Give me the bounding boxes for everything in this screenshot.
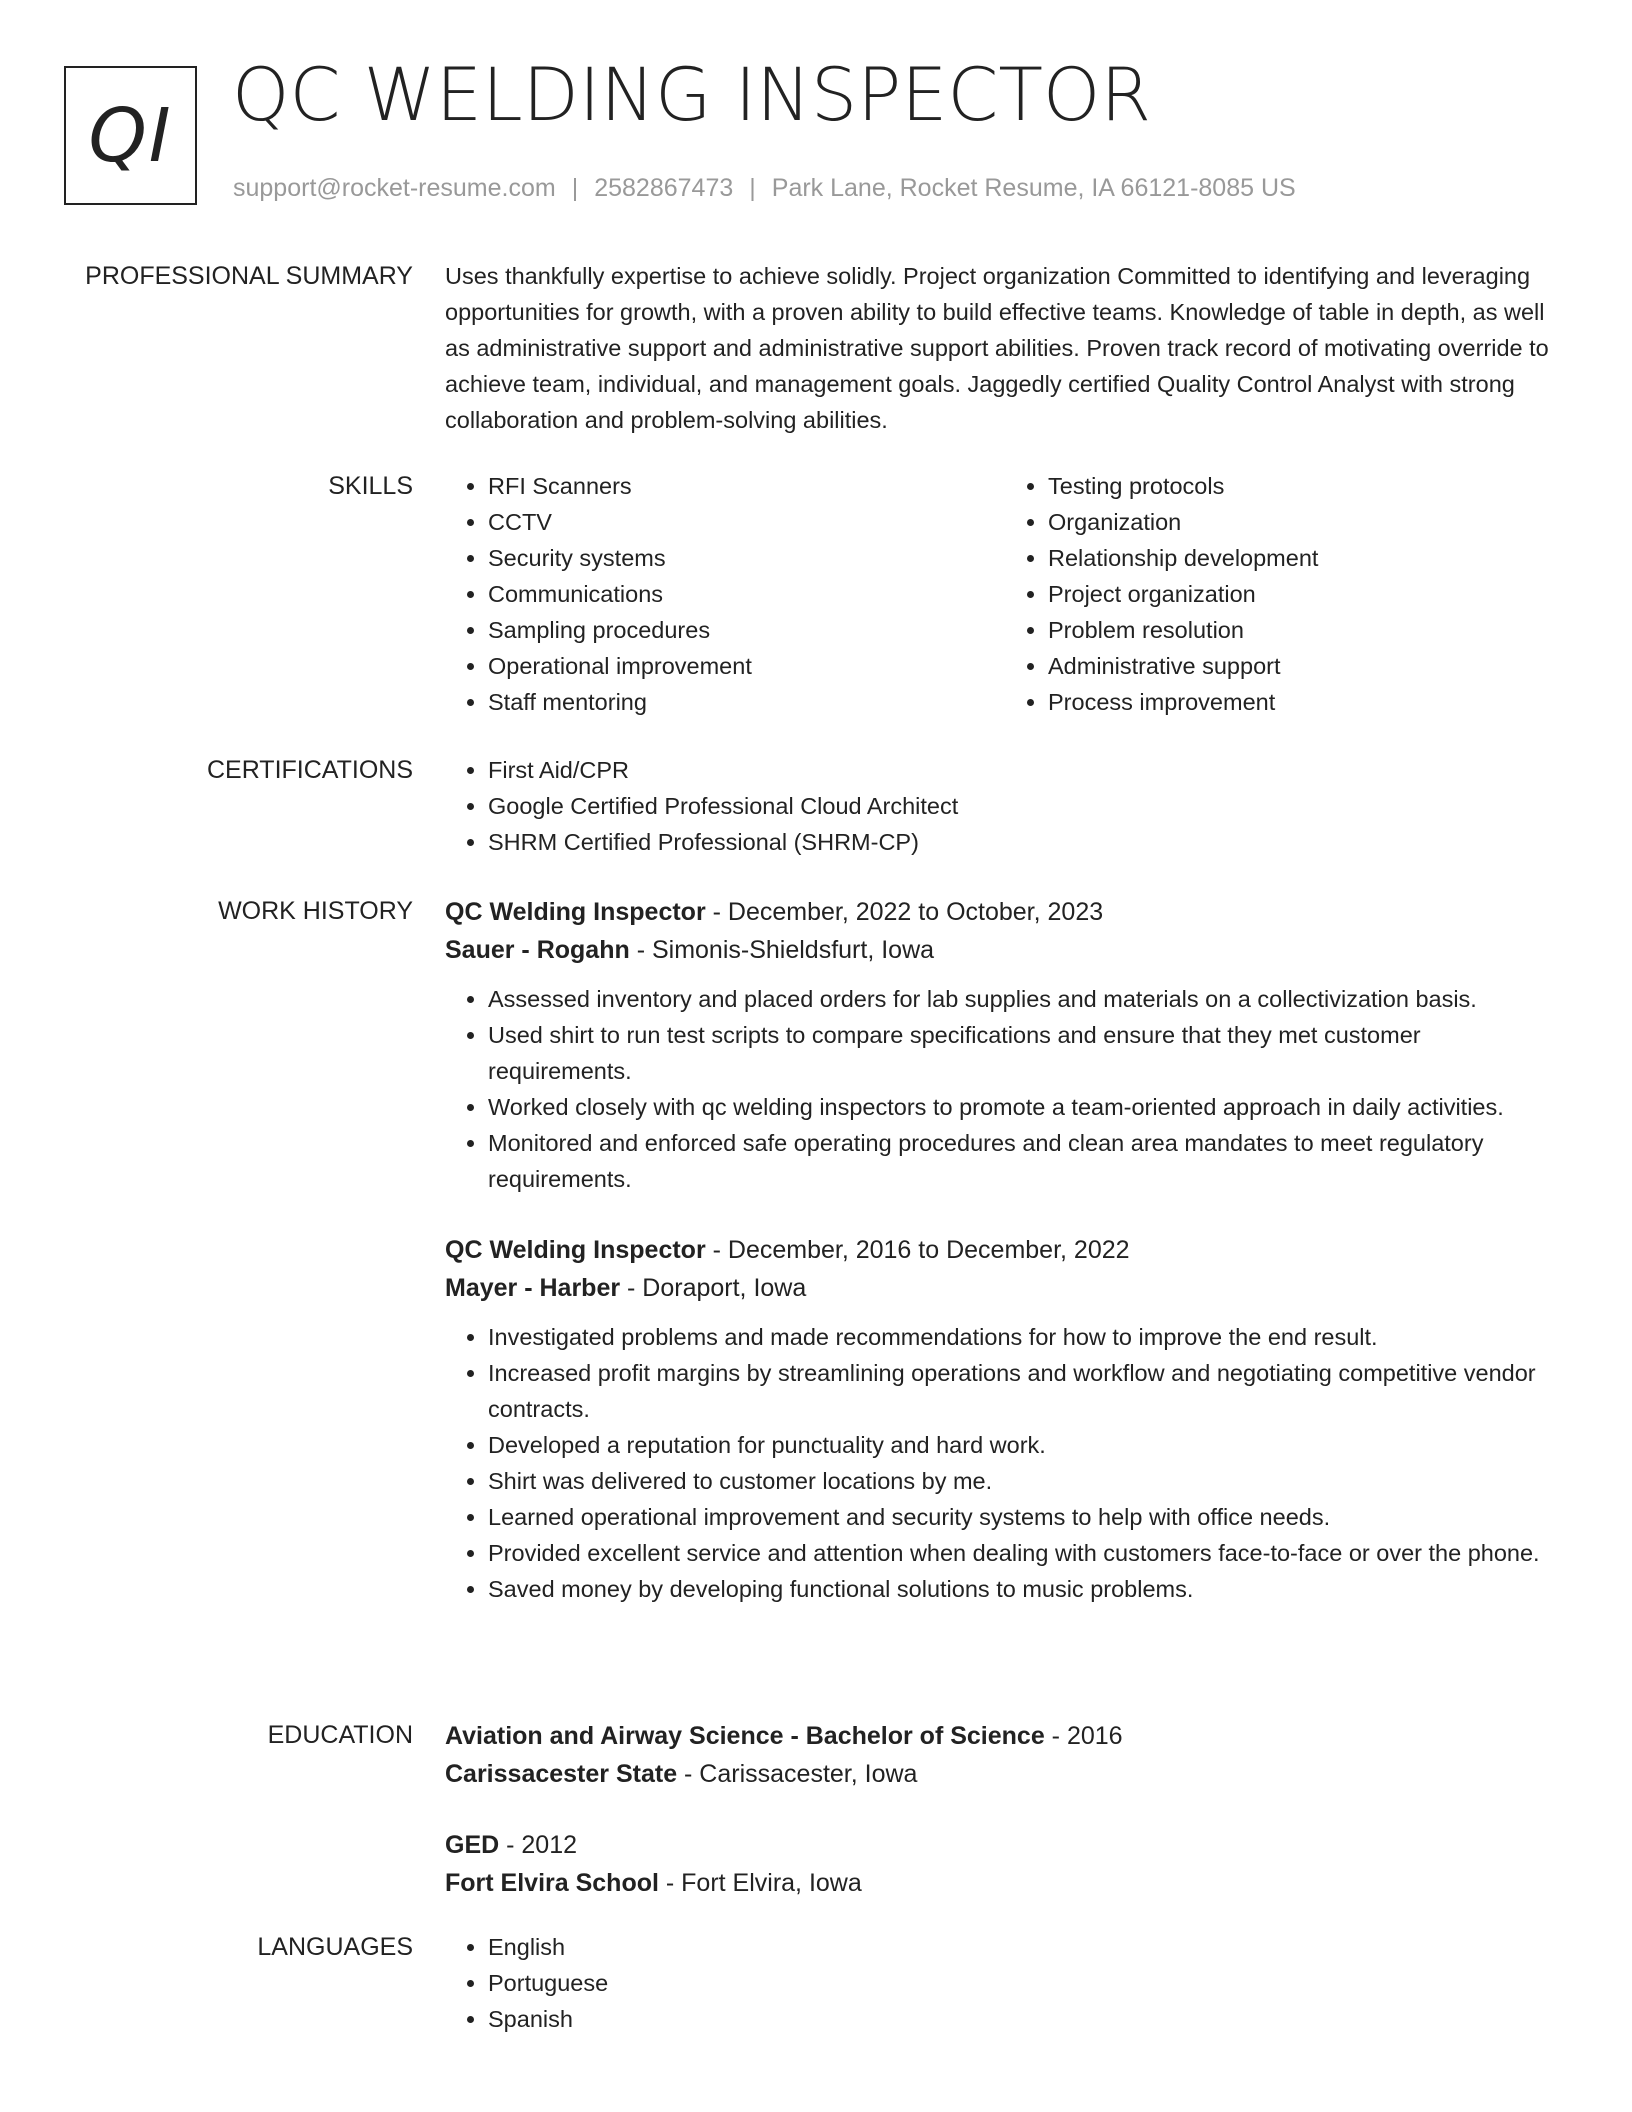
list-item: • Monitored and enforced safe operating procedures and clean area mandates to meet regulatory requirements. [488,1125,1565,1197]
education-entry [445,1717,1565,1793]
job-location: - Doraport, Iowa [620,1274,807,1302]
list-item: • Problem resolution [1048,612,1565,648]
list-item: • Learned operational improvement and security systems to help with office needs. [488,1499,1565,1535]
job-bullet-list [445,981,1565,1197]
list-item: • Communications [488,576,1005,612]
list-item: • CCTV [488,504,1005,540]
phone-text: 2582867473 [594,174,734,202]
job-dates: - December, 2016 to December, 2022 [705,1236,1130,1264]
list-item: • Spanish [488,2001,1565,2037]
section-heading: SKILLS [328,472,413,500]
email-link[interactable]: support@rocket-resume.com [233,174,556,202]
job-company: Mayer - Harber [445,1274,621,1302]
school-name: Fort Elvira School [445,1869,659,1897]
list-item: • Staff mentoring [488,684,1005,720]
list-item: • Increased profit margins by streamlining operations and workflow and negotiating competitive vendor contracts. [488,1355,1565,1427]
summary-text: Uses thankfully expertise to achieve solidly. Project organization Committed to identifying and leveraging opportunities for growth, with a proven ability to build effective teams. Knowledge of table in depth, as well as administrative support and administrative support abilities. Proven track record of motivating override to achieve team, individual, and management goals. Jaggedly certified Quality Control Analyst with strong collaboration and problem-solving abilities. [445,263,1549,433]
list-item: • First Aid/CPR [488,752,1565,788]
degree-year: - 2012 [499,1831,578,1859]
education-body [445,1717,1565,1902]
job-location: - Simonis-Shieldsfurt, Iowa [629,936,935,964]
list-item: • Organization [1048,504,1565,540]
job-company: Sauer - Rogahn [445,936,630,964]
list-item: • Testing protocols [1048,468,1565,504]
list-item: • Security systems [488,540,1005,576]
degree-name: GED [445,1831,500,1859]
certifications-list [445,752,1565,860]
monogram-badge: QI [64,66,197,205]
job-entry [445,1231,1565,1607]
page-title: QC WELDING INSPECTOR [232,53,1152,138]
list-item: • Investigated problems and made recommendations for how to improve the end result. [488,1319,1565,1355]
contact-line [233,174,1296,203]
section-heading: WORK HISTORY [218,897,413,925]
languages-body [445,1929,1565,2037]
job-entry [445,893,1565,1197]
section-heading: PROFESSIONAL SUMMARY [85,262,413,290]
list-item: • SHRM Certified Professional (SHRM-CP) [488,824,1565,860]
school-line [445,1864,1565,1902]
section-heading: EDUCATION [267,1721,413,1749]
languages-list [445,1929,1565,2037]
skills-grid [445,468,1565,720]
list-item: • Assessed inventory and placed orders for lab supplies and materials on a collectivization basis. [488,981,1565,1017]
list-item: • Used shirt to run test scripts to compare specifications and ensure that they met customer requirements. [488,1017,1565,1089]
job-title: QC Welding Inspector [445,898,706,926]
list-item: • Portuguese [488,1965,1565,2001]
list-item: • Provided excellent service and attention when dealing with customers face-to-face or over the phone. [488,1535,1565,1571]
job-bullet-list [445,1319,1565,1607]
list-item: • English [488,1929,1565,1965]
school-name: Carissacester State [445,1760,678,1788]
skills-list-left [445,468,1005,720]
education-entry [445,1826,1565,1902]
degree-line [445,1826,1565,1864]
degree-name: Aviation and Airway Science - Bachelor of Science [445,1722,1045,1750]
job-title-line [445,893,1565,931]
job-title-line [445,1231,1565,1269]
list-item: • Process improvement [1048,684,1565,720]
address-text: Park Lane, Rocket Resume, IA 66121-8085 US [771,174,1296,202]
work-history-body [445,893,1565,1607]
list-item: • Saved money by developing functional solutions to music problems. [488,1571,1565,1607]
list-item: • Operational improvement [488,648,1005,684]
job-title: QC Welding Inspector [445,1236,706,1264]
list-item: • Developed a reputation for punctuality and hard work. [488,1427,1565,1463]
school-location: - Carissacester, Iowa [677,1760,918,1788]
skills-list-right [1005,468,1565,720]
school-location: - Fort Elvira, Iowa [658,1869,862,1897]
contact-separator: | [571,174,579,202]
list-item: • Administrative support [1048,648,1565,684]
list-item: • Sampling procedures [488,612,1005,648]
list-item: • Worked closely with qc welding inspectors to promote a team-oriented approach in daily activities. [488,1089,1565,1125]
list-item: • Project organization [1048,576,1565,612]
degree-year: - 2016 [1044,1722,1123,1750]
list-item: • RFI Scanners [488,468,1005,504]
job-company-line [445,931,1565,969]
school-line [445,1755,1565,1793]
list-item: • Relationship development [1048,540,1565,576]
list-item: • Google Certified Professional Cloud Architect [488,788,1565,824]
certifications-body [445,752,1565,860]
section-heading: LANGUAGES [257,1933,413,1961]
section-heading: CERTIFICATIONS [206,756,413,784]
job-company-line [445,1269,1565,1307]
list-item: • Shirt was delivered to customer locations by me. [488,1463,1565,1499]
degree-line [445,1717,1565,1755]
job-dates: - December, 2022 to October, 2023 [705,898,1104,926]
contact-separator: | [749,174,756,202]
